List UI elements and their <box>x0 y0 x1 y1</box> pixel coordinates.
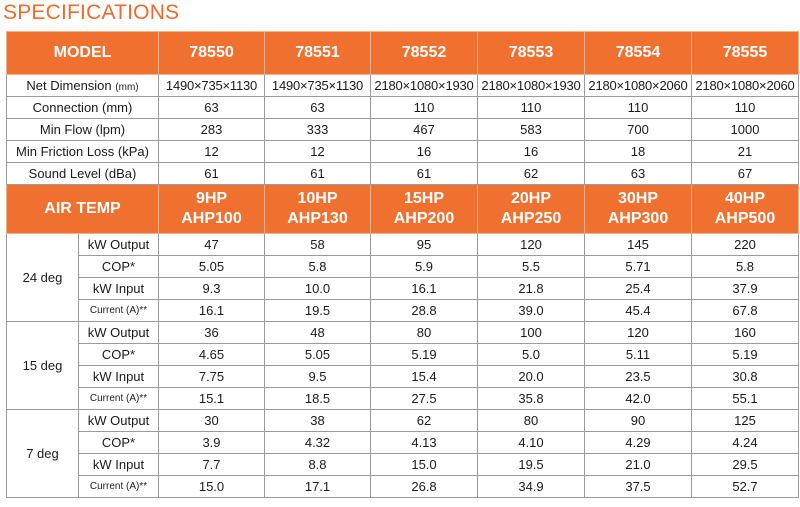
performance-row <box>7 476 799 498</box>
spec-value: 16 <box>478 141 585 163</box>
spec-value: 67 <box>692 163 799 185</box>
performance-row <box>7 234 799 256</box>
spec-label <box>7 163 159 185</box>
spec-value: 1490×735×1130 <box>265 75 371 97</box>
performance-value: 26.8 <box>371 476 478 498</box>
spec-label-text: Sound Level (dBa) <box>28 166 137 181</box>
spec-value: 62 <box>478 163 585 185</box>
performance-value: 3.9 <box>159 432 265 454</box>
unit-hp: 10HP <box>297 190 338 207</box>
performance-value: 39.0 <box>478 300 585 322</box>
unit-code: AHP130 <box>287 210 348 227</box>
performance-value: 34.9 <box>478 476 585 498</box>
model-header-row <box>7 32 799 75</box>
performance-param: COP* <box>79 256 159 278</box>
spec-value: 2180×1080×2060 <box>692 75 799 97</box>
performance-value: 7.75 <box>159 366 265 388</box>
spec-value: 110 <box>478 97 585 119</box>
performance-value: 90 <box>585 410 692 432</box>
model-number: 78551 <box>265 32 371 75</box>
performance-value: 10.0 <box>265 278 371 300</box>
performance-value: 55.1 <box>692 388 799 410</box>
performance-value: 15.1 <box>159 388 265 410</box>
spec-value: 18 <box>585 141 692 163</box>
performance-row <box>7 300 799 322</box>
spec-value: 12 <box>265 141 371 163</box>
spec-value: 700 <box>585 119 692 141</box>
performance-value: 18.5 <box>265 388 371 410</box>
spec-value: 2180×1080×1930 <box>478 75 585 97</box>
spec-row <box>7 119 799 141</box>
performance-value: 5.11 <box>585 344 692 366</box>
air-temp-header-label: AIR TEMP <box>7 185 159 234</box>
performance-value: 37.5 <box>585 476 692 498</box>
performance-value: 62 <box>371 410 478 432</box>
performance-value: 16.1 <box>371 278 478 300</box>
model-header-label: MODEL <box>7 32 159 75</box>
spec-label-text: Min Friction Loss (kPa) <box>16 144 149 159</box>
performance-value: 36 <box>159 322 265 344</box>
performance-row <box>7 388 799 410</box>
spec-row <box>7 141 799 163</box>
performance-value: 19.5 <box>478 454 585 476</box>
performance-value: 42.0 <box>585 388 692 410</box>
performance-param: Current (A)** <box>79 388 159 410</box>
spec-value: 63 <box>159 97 265 119</box>
unit-header <box>478 185 585 234</box>
performance-value: 5.71 <box>585 256 692 278</box>
spec-label <box>7 75 159 97</box>
unit-hp: 15HP <box>403 190 445 207</box>
performance-value: 5.8 <box>692 256 799 278</box>
performance-value: 5.0 <box>478 344 585 366</box>
unit-hp: 9HP <box>195 190 228 207</box>
performance-value: 47 <box>159 234 265 256</box>
spec-value: 110 <box>585 97 692 119</box>
performance-value: 30 <box>159 410 265 432</box>
spec-value: 63 <box>585 163 692 185</box>
performance-row <box>7 256 799 278</box>
spec-value: 283 <box>159 119 265 141</box>
spec-value: 110 <box>692 97 799 119</box>
performance-param: kW Output <box>79 234 159 256</box>
performance-param: kW Input <box>79 278 159 300</box>
performance-value: 17.1 <box>265 476 371 498</box>
performance-value: 4.29 <box>585 432 692 454</box>
performance-value: 4.32 <box>265 432 371 454</box>
air-temp-header-row <box>7 185 799 234</box>
performance-value: 16.1 <box>159 300 265 322</box>
unit-header <box>585 185 692 234</box>
performance-value: 35.8 <box>478 388 585 410</box>
unit-code: AHP200 <box>393 210 455 227</box>
unit-hp: 40HP <box>724 190 766 207</box>
performance-value: 5.05 <box>265 344 371 366</box>
performance-value: 5.5 <box>478 256 585 278</box>
performance-value: 4.13 <box>371 432 478 454</box>
performance-value: 52.7 <box>692 476 799 498</box>
spec-value: 21 <box>692 141 799 163</box>
performance-value: 28.8 <box>371 300 478 322</box>
spec-label-text: Connection (mm) <box>32 100 133 115</box>
spec-value: 333 <box>265 119 371 141</box>
spec-value: 2180×1080×2060 <box>585 75 692 97</box>
spec-value: 61 <box>159 163 265 185</box>
performance-value: 80 <box>478 410 585 432</box>
performance-value: 9.3 <box>159 278 265 300</box>
performance-param: Current (A)** <box>79 476 159 498</box>
performance-value: 45.4 <box>585 300 692 322</box>
performance-value: 160 <box>692 322 799 344</box>
performance-value: 19.5 <box>265 300 371 322</box>
spec-label <box>7 141 159 163</box>
performance-value: 29.5 <box>692 454 799 476</box>
spec-label-text: Net Dimension <box>26 78 112 93</box>
spec-value: 2180×1080×1930 <box>371 75 478 97</box>
spec-value: 110 <box>371 97 478 119</box>
unit-header <box>159 185 265 234</box>
performance-value: 4.10 <box>478 432 585 454</box>
performance-value: 5.8 <box>265 256 371 278</box>
spec-label <box>7 119 159 141</box>
performance-value: 5.19 <box>692 344 799 366</box>
spec-value: 61 <box>371 163 478 185</box>
performance-row <box>7 366 799 388</box>
page-title: SPECIFICATIONS <box>3 1 180 24</box>
performance-value: 5.19 <box>371 344 478 366</box>
performance-param: Current (A)** <box>79 300 159 322</box>
performance-value: 125 <box>692 410 799 432</box>
performance-param: kW Input <box>79 366 159 388</box>
performance-row <box>7 432 799 454</box>
spec-value: 63 <box>265 97 371 119</box>
performance-value: 100 <box>478 322 585 344</box>
performance-value: 58 <box>265 234 371 256</box>
spec-unit: (mm) <box>115 82 139 93</box>
unit-hp: 30HP <box>617 190 659 207</box>
performance-param: kW Output <box>79 322 159 344</box>
model-number: 78554 <box>585 32 692 75</box>
performance-value: 21.8 <box>478 278 585 300</box>
performance-value: 15.0 <box>159 476 265 498</box>
performance-row <box>7 322 799 344</box>
performance-value: 38 <box>265 410 371 432</box>
performance-value: 37.9 <box>692 278 799 300</box>
spec-value: 12 <box>159 141 265 163</box>
spec-value: 467 <box>371 119 478 141</box>
unit-code: AHP300 <box>607 210 669 227</box>
model-number: 78552 <box>371 32 478 75</box>
spec-row <box>7 163 799 185</box>
performance-value: 15.4 <box>371 366 478 388</box>
performance-value: 25.4 <box>585 278 692 300</box>
performance-param: COP* <box>79 344 159 366</box>
performance-value: 4.24 <box>692 432 799 454</box>
performance-value: 15.0 <box>371 454 478 476</box>
performance-value: 5.9 <box>371 256 478 278</box>
spec-row <box>7 75 799 97</box>
performance-value: 120 <box>478 234 585 256</box>
performance-value: 27.5 <box>371 388 478 410</box>
performance-value: 8.8 <box>265 454 371 476</box>
performance-row <box>7 410 799 432</box>
spec-value: 16 <box>371 141 478 163</box>
unit-header <box>692 185 799 234</box>
performance-value: 95 <box>371 234 478 256</box>
performance-row <box>7 344 799 366</box>
performance-param: kW Input <box>79 454 159 476</box>
performance-param: COP* <box>79 432 159 454</box>
air-temp-value: 24 deg <box>7 234 79 322</box>
spec-label <box>7 97 159 119</box>
performance-value: 4.65 <box>159 344 265 366</box>
performance-value: 30.8 <box>692 366 799 388</box>
unit-hp: 20HP <box>510 190 552 207</box>
performance-value: 48 <box>265 322 371 344</box>
performance-value: 80 <box>371 322 478 344</box>
model-number: 78553 <box>478 32 585 75</box>
performance-value: 120 <box>585 322 692 344</box>
performance-value: 5.05 <box>159 256 265 278</box>
unit-code: AHP500 <box>714 210 776 227</box>
unit-code: AHP100 <box>181 210 242 227</box>
spec-value: 1000 <box>692 119 799 141</box>
spec-label-text: Min Flow (lpm) <box>39 122 126 137</box>
performance-value: 23.5 <box>585 366 692 388</box>
spec-row <box>7 97 799 119</box>
performance-param: kW Output <box>79 410 159 432</box>
performance-value: 9.5 <box>265 366 371 388</box>
performance-value: 67.8 <box>692 300 799 322</box>
spec-value: 1490×735×1130 <box>159 75 265 97</box>
performance-value: 220 <box>692 234 799 256</box>
air-temp-value: 15 deg <box>7 322 79 410</box>
specifications-table <box>6 31 799 498</box>
performance-value: 21.0 <box>585 454 692 476</box>
spec-value: 61 <box>265 163 371 185</box>
performance-value: 145 <box>585 234 692 256</box>
unit-header <box>371 185 478 234</box>
performance-value: 7.7 <box>159 454 265 476</box>
model-number: 78555 <box>692 32 799 75</box>
air-temp-value: 7 deg <box>7 410 79 498</box>
performance-row <box>7 454 799 476</box>
unit-header <box>265 185 371 234</box>
model-number: 78550 <box>159 32 265 75</box>
unit-code: AHP250 <box>500 210 562 227</box>
spec-value: 583 <box>478 119 585 141</box>
performance-value: 20.0 <box>478 366 585 388</box>
performance-row <box>7 278 799 300</box>
